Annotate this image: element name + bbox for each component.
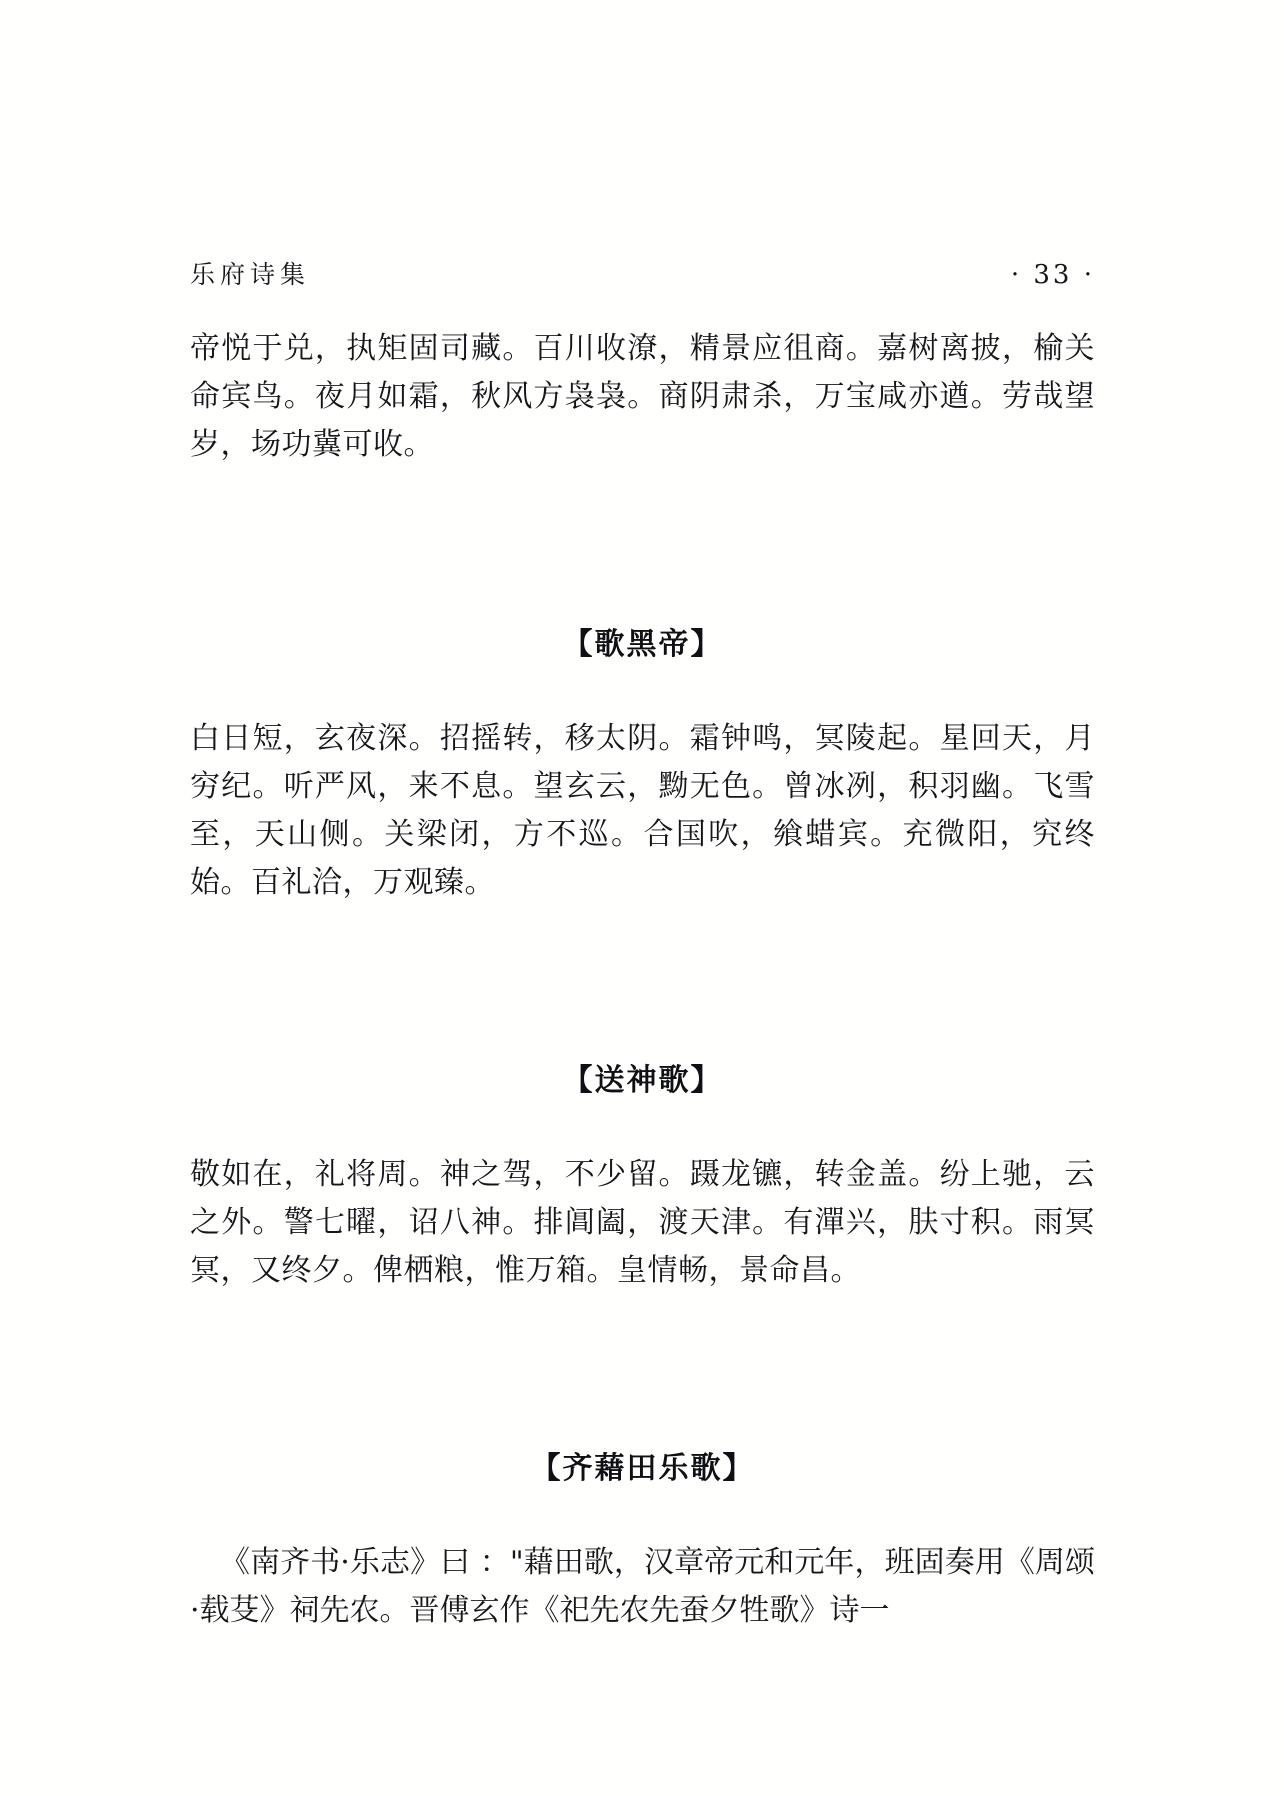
note-text: 《南齐书·乐志》曰 ："藉田歌，汉章帝元和元年，班固奏用《周颂·载芟》祠先农。晋傅玄作《祀先农先蚕夕牲歌》诗一: [190, 1545, 1095, 1628]
verse-text: 白日短，玄夜深。招摇转，移太阴。霜钟鸣，冥陵起。星回天，月穷纪。听严风，来不息。望玄云，黝无色。曾冰冽，积羽幽。飞雪至，天山侧。关梁闭，方不巡。合国吹，飨蜡宾。充微阳，究终始。百礼洽，万观臻。: [190, 721, 1095, 900]
verse-block-opening: [190, 325, 1095, 469]
verse-text: 帝悦于兑，执矩固司藏。百川收潦，精景应徂商。嘉树离披，榆关命宾鸟。夜月如霜，秋风方袅袅。商阴肃杀，万宝咸亦遒。劳哉望岁，场功冀可收。: [190, 331, 1095, 462]
verse-text: 敬如在，礼将周。神之驾，不少留。蹑龙镳，转金盖。纷上驰，云之外。警七曜，诏八神。排阊阖，渡天津。有潬兴，肤寸积。雨冥冥，又终夕。俾栖粮，惟万箱。皇情畅，景命昌。: [190, 1157, 1095, 1288]
section-heading-song-shen-ge: 【送神歌】: [562, 1063, 723, 1098]
page-content: [190, 255, 1095, 1635]
running-head: [190, 255, 1095, 291]
page-number: · 33 ·: [1010, 260, 1095, 290]
note-block-qi-jie-tian-le-ge: [190, 1539, 1095, 1635]
spacer: [190, 1295, 1095, 1443]
spacer: [190, 907, 1095, 1055]
spacer: [190, 1487, 1095, 1539]
book-title: 乐府诗集: [190, 260, 311, 289]
section-heading-ge-hei-di: 【歌黑帝】: [562, 627, 723, 662]
verse-block-ge-hei-di: [190, 715, 1095, 907]
verse-block-song-shen-ge: [190, 1151, 1095, 1295]
spacer: [190, 469, 1095, 619]
section-heading-qi-jie-tian-le-ge: 【齐藉田乐歌】: [530, 1451, 755, 1486]
spacer: [190, 663, 1095, 715]
spacer: [190, 1099, 1095, 1151]
